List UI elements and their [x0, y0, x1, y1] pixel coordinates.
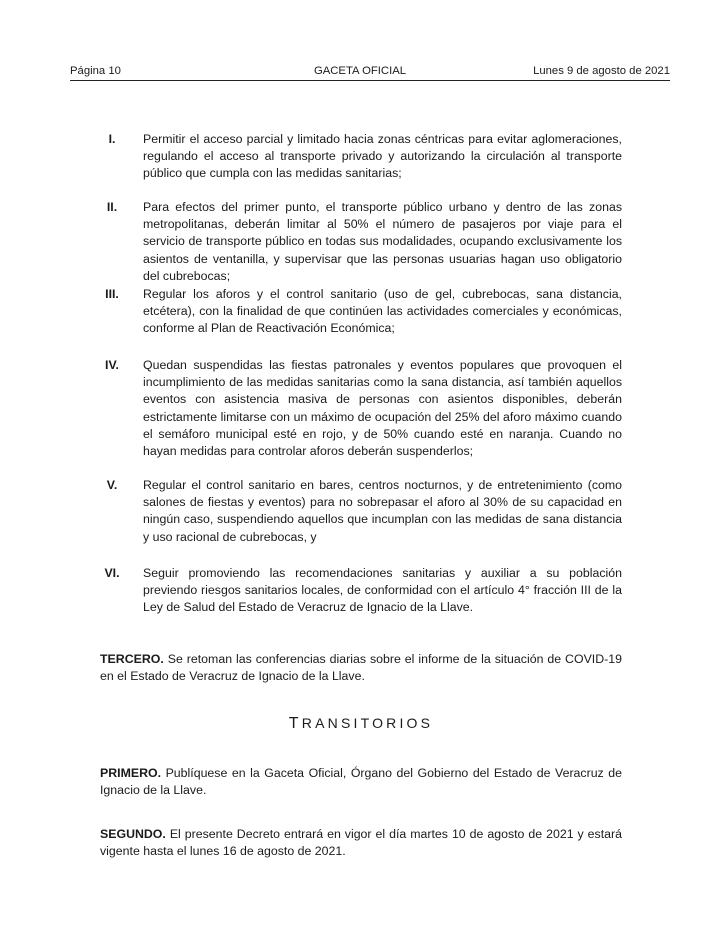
heading-first-letter: T [288, 715, 302, 732]
page-header [70, 64, 670, 81]
publication-title: GACETA OFICIAL [313, 65, 407, 77]
tercero-label: TERCERO. [100, 652, 164, 666]
section-heading [100, 715, 622, 733]
publication-date: Lunes 9 de agosto de 2021 [533, 65, 670, 77]
list-item [100, 357, 622, 460]
item-text: Permitir el acceso parcial y limitado hacia zonas céntricas para evitar aglomeraciones, regulando el acceso al transporte privado y autorizando la circulación al transporte público que cumpla con las medidas sanitarias; [143, 132, 622, 181]
segundo-paragraph [100, 826, 622, 860]
item-number: III. [105, 287, 119, 301]
page-number: Página 10 [70, 65, 121, 77]
item-text: Quedan suspendidas las fiestas patronales y eventos populares que provoquen el incumplimiento de las medidas sanitarias como la sana distancia, así también aquellos eventos con asistencia masiva de personas con asientos disponibles, deberán estrictamente limitarse con un máximo de ocupación del 25% del aforo máximo cuando el semáforo municipal esté en rojo, y de 50% cuando esté en naranja. Cuando no hayan medidas para controlar aforos deberán suspenderlos; [143, 358, 622, 459]
primero-label: PRIMERO. [100, 766, 162, 780]
segundo-text: El presente Decreto entrará en vigor el día martes 10 de agosto de 2021 y estará vigente hasta el lunes 16 de agosto de 2021. [100, 827, 622, 859]
segundo-label: SEGUNDO. [100, 827, 166, 841]
item-text: Seguir promoviendo las recomendaciones sanitarias y auxiliar a su población previendo riesgos sanitarios locales, de conformidad con el artículo 4° fracción III de la Ley de Salud del Estado de Veracruz de Ignacio de la Llave. [143, 566, 622, 615]
tercero-paragraph [100, 651, 622, 685]
list-item [100, 286, 622, 338]
primero-paragraph [100, 765, 622, 799]
item-text: Regular el control sanitario en bares, centros nocturnos, y de entretenimiento (como salones de fiestas y eventos) para no sobrepasar el aforo al 30% de su capacidad en ningún caso, suspendiendo aquellos que incumplan con las medidas de sana distancia y uso racional de cubrebocas, y [143, 478, 622, 544]
list-item [100, 199, 622, 285]
item-text: Para efectos del primer punto, el transporte público urbano y dentro de las zonas metropolitanas, deberán limitar al 50% el número de pasajeros por viaje para el servicio de transporte público en todas sus modalidades, ocupando exclusivamente los asientos de ventanilla, y supervisar que las personas usuarias hagan uso obligatorio del cubrebocas; [143, 200, 622, 283]
item-text: Regular los aforos y el control sanitario (uso de gel, cubrebocas, sana distancia, etcétera), con la finalidad de que continúen las actividades comerciales y económicas, conforme al Plan de Reactivación Económica; [143, 287, 622, 336]
list-item [100, 565, 622, 617]
item-number: IV. [105, 358, 119, 372]
item-number: I. [108, 132, 116, 146]
heading-rest: RANSITORIOS [301, 715, 434, 731]
item-number: V. [106, 478, 118, 492]
item-number: II. [106, 200, 118, 214]
item-number: VI. [104, 566, 120, 580]
list-item [100, 131, 622, 183]
list-item [100, 477, 622, 546]
tercero-text: Se retoman las conferencias diarias sobre el informe de la situación de COVID-19 en el Estado de Veracruz de Ignacio de la Llave. [100, 652, 622, 684]
primero-text: Publíquese en la Gaceta Oficial, Órgano del Gobierno del Estado de Veracruz de Ignacio de la Llave. [100, 766, 622, 798]
